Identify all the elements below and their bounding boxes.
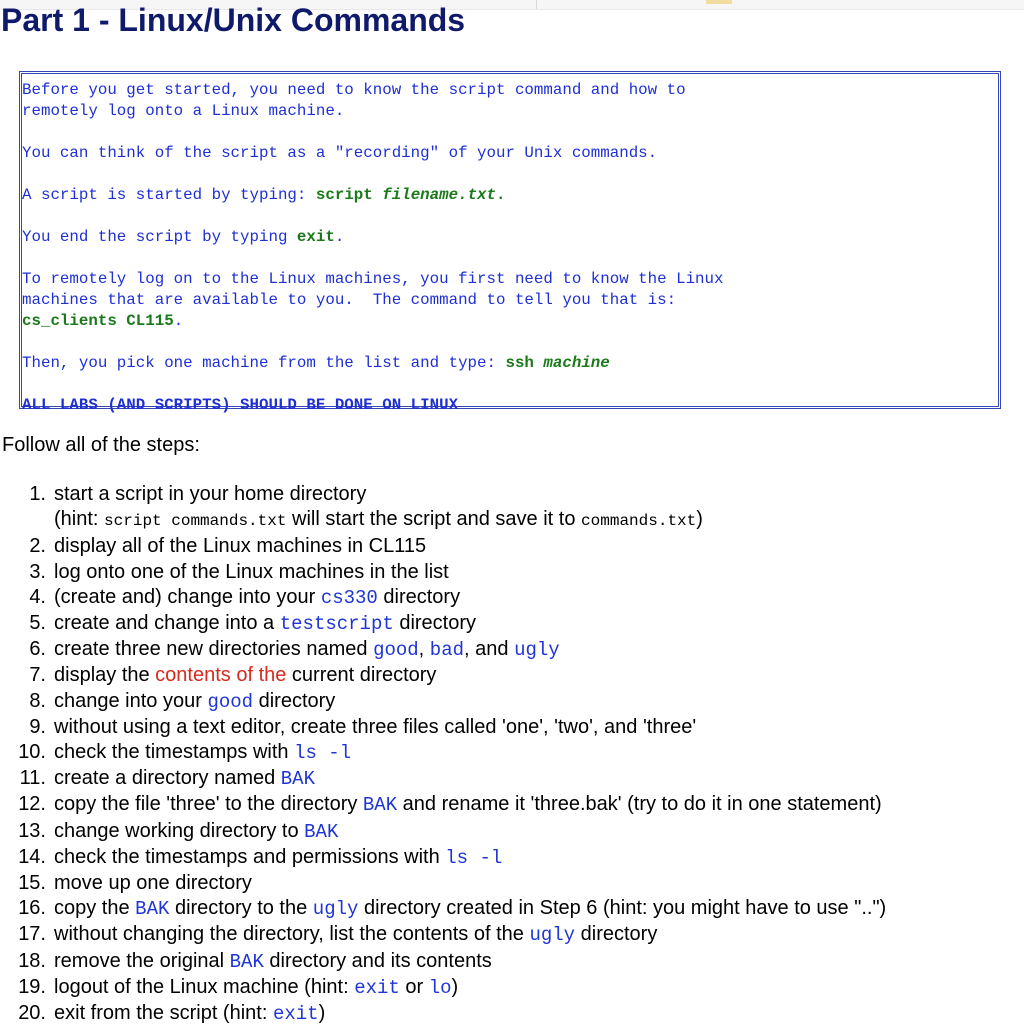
inline-code: cs330 (320, 586, 378, 609)
step-text: , and (464, 638, 515, 661)
step-text: display all of the Linux machines in CL115 (54, 535, 427, 558)
step-text: directory (393, 612, 477, 635)
list-item (0, 611, 886, 637)
step-text: log onto one of the Linux machines in the list (54, 560, 449, 583)
step-number: 9. (29, 715, 46, 738)
step-text: directory and its contents (263, 949, 492, 972)
step-text: change working directory to (54, 819, 305, 842)
inline-code: BAK (135, 898, 170, 921)
step-text: directory (253, 689, 336, 712)
inline-code: ugly (529, 924, 576, 947)
step-text: ) (318, 1002, 326, 1025)
inline-code: script commands.txt (104, 512, 287, 531)
step-number: 18. (18, 949, 46, 972)
list-item (0, 871, 886, 896)
step-number: 16. (18, 897, 46, 920)
step-text: current directory (286, 664, 437, 687)
inline-code: exit (354, 976, 400, 999)
inline-code: bad (429, 639, 465, 662)
highlighted-text: contents of the (155, 664, 287, 687)
inline-code: BAK (362, 794, 398, 817)
step-number: 3. (29, 560, 46, 583)
step-number: 20. (18, 1002, 46, 1025)
step-text: directory (377, 585, 461, 608)
inline-code: lo (428, 976, 452, 999)
step-text: without using a text editor, create three files called 'one', 'two', and 'three' (54, 715, 697, 738)
list-item (0, 1001, 886, 1027)
list-item (0, 845, 886, 871)
exit-command: exit (296, 228, 335, 246)
remote-login-paragraph (22, 269, 998, 332)
step-text: create and change into a (54, 612, 280, 635)
step-text: change into your (54, 689, 208, 712)
step-number: 7. (29, 664, 46, 687)
step-text: logout of the Linux machine (hint: (54, 975, 355, 998)
step-text: directory to the (169, 897, 313, 920)
step-number: 11. (19, 767, 46, 790)
cs-clients-command: cs_clients CL115 (22, 312, 174, 330)
step-text: directory created in Step 6 (hint: you might have to use "..") (358, 897, 887, 920)
period: . (173, 312, 184, 330)
step-number: 13. (18, 819, 46, 842)
page-title: Part 1 - Linux/Unix Commands (1, 2, 466, 38)
inline-code: testscript (279, 613, 394, 636)
inline-code: commands.txt (581, 512, 697, 531)
ssh-paragraph (22, 353, 998, 374)
step-number: 14. (18, 845, 46, 868)
step-text: copy the file 'three' to the directory (54, 793, 363, 816)
ssh-machine-arg: machine (543, 354, 610, 372)
script-filename: filename.txt (382, 186, 497, 204)
script-start-text: A script is started by typing: (22, 186, 316, 204)
steps-list (0, 482, 886, 1027)
step-text: start a script in your home directory (54, 483, 367, 505)
list-item (0, 975, 886, 1001)
toolbar-divider (536, 0, 537, 9)
step-number: 2. (29, 535, 46, 558)
recording-paragraph: You can think of the script as a "recording" of your Unix commands. (22, 144, 658, 162)
step-number: 1. (29, 483, 46, 505)
step-text: display the (54, 664, 156, 687)
list-item (0, 792, 886, 818)
list-item (0, 766, 886, 792)
step-text: check the timestamps with (54, 741, 295, 764)
inline-code: BAK (304, 820, 339, 843)
steps-heading: Follow all of the steps: (2, 434, 200, 456)
step-text: (hint: (54, 508, 105, 531)
step-text: remove the original (54, 949, 230, 972)
inline-code: BAK (229, 950, 264, 973)
inline-code: ls -l (294, 742, 352, 765)
step-text: ) (696, 508, 703, 531)
list-item (0, 560, 886, 585)
step-text: (create and) change into your (54, 585, 321, 608)
step-number: 10. (18, 741, 46, 764)
step-number: 17. (18, 923, 46, 946)
intro-paragraph: Before you get started, you need to know the script command and how to remotely log onto a Linux machine. (22, 81, 686, 120)
list-item (0, 585, 886, 611)
inline-code: ugly (514, 639, 560, 662)
step-text: without changing the directory, list the contents of the (54, 923, 530, 946)
step-number: 6. (29, 638, 46, 661)
linux-notice: ALL LABS (AND SCRIPTS) SHOULD BE DONE ON LINUX (22, 396, 459, 414)
inline-code: good (373, 639, 419, 662)
inline-code: BAK (280, 768, 315, 791)
step-text: directory (575, 923, 658, 946)
inline-code: ugly (312, 898, 359, 921)
script-command: script (315, 186, 373, 204)
step-text: , (418, 638, 430, 661)
step-text: ) (451, 975, 459, 998)
instructions-box (19, 71, 1001, 414)
list-item (0, 922, 886, 948)
list-item (0, 949, 886, 975)
list-item (0, 689, 886, 715)
script-end-paragraph (22, 227, 998, 248)
step-number: 15. (18, 872, 46, 895)
period: . (496, 186, 506, 204)
step-text: or (399, 975, 429, 998)
remote-login-text: To remotely log on to the Linux machines, you first need to know the Linux machines that are available to you. The command to tell you that is: (22, 270, 724, 309)
step-text: create a directory named (54, 767, 281, 790)
list-item (0, 819, 886, 845)
inline-code: good (207, 690, 254, 713)
space (534, 354, 543, 372)
ssh-command: ssh (505, 354, 534, 372)
step-text: copy the (54, 897, 136, 920)
step-text: will start the script and save it to (286, 508, 582, 531)
list-item (0, 740, 886, 766)
inline-code: ls -l (445, 846, 503, 869)
list-item (0, 663, 886, 688)
step-number: 4. (29, 585, 46, 608)
step-number: 12. (18, 793, 46, 816)
period: . (334, 228, 345, 246)
list-item (0, 896, 886, 922)
list-item (0, 637, 886, 663)
step-text: move up one directory (54, 872, 252, 895)
list-item (0, 482, 886, 534)
list-item (0, 534, 886, 559)
space (373, 186, 382, 204)
script-end-text: You end the script by typing (22, 228, 297, 246)
step-number: 19. (18, 975, 46, 998)
inline-code: exit (272, 1003, 319, 1026)
script-start-paragraph (22, 185, 998, 206)
list-item (0, 715, 886, 740)
ssh-text: Then, you pick one machine from the list and type: (22, 354, 506, 372)
step-number: 8. (29, 689, 46, 712)
step-text: create three new directories named (54, 638, 374, 661)
step-text: check the timestamps and permissions with (54, 845, 446, 868)
step-text: and rename it 'three.bak' (try to do it in one statement) (397, 793, 882, 816)
toolbar-tab-marker (706, 0, 732, 4)
step-number: 5. (29, 612, 46, 635)
step-text: exit from the script (hint: (54, 1002, 273, 1025)
